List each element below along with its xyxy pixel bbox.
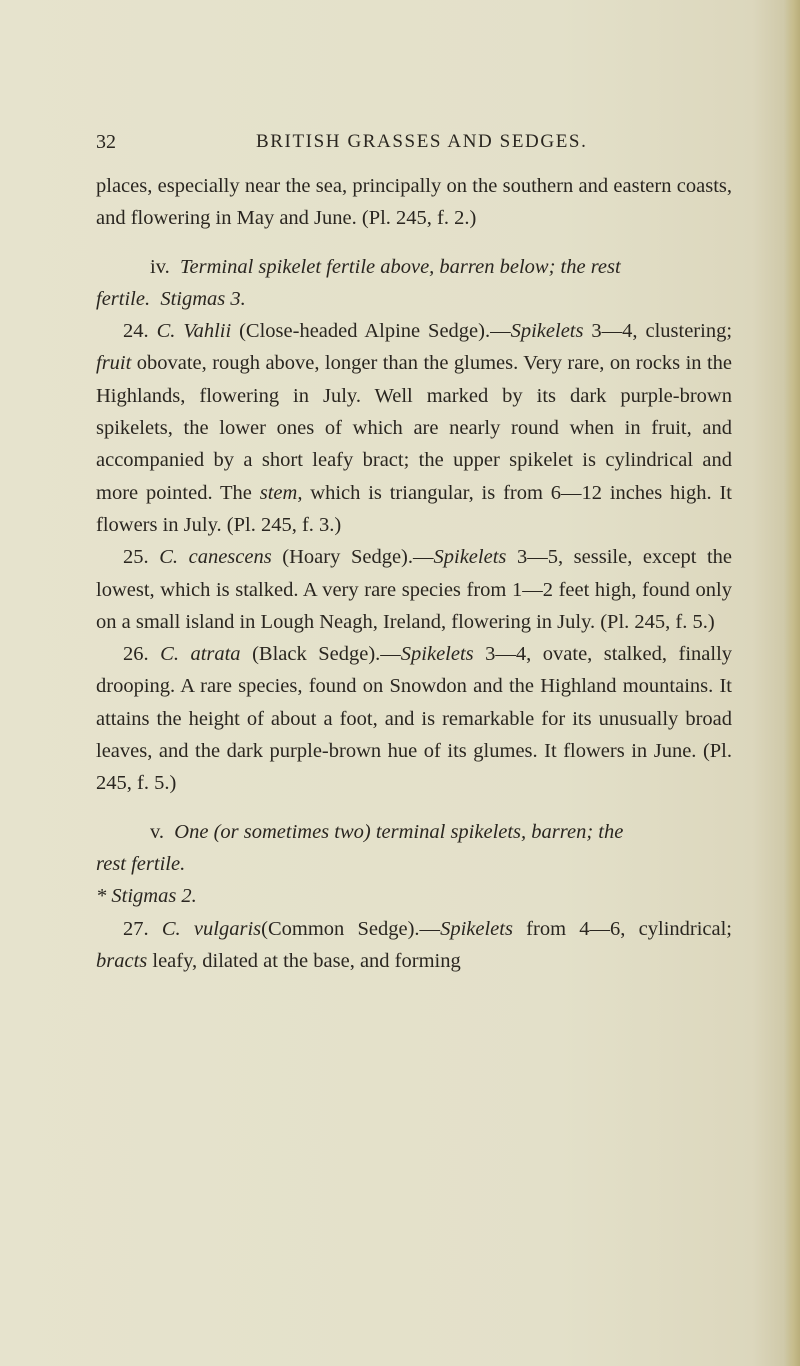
section-heading-iv: iv. Terminal spikelet fertile above, barren below; the rest [150,255,621,278]
page-edge [784,0,800,1366]
body-text [96,170,732,977]
section-heading-v: v. One (or sometimes two) terminal spikelets, barren; the [150,820,624,843]
entry-24: 24. C. Vahlii (Close-headed Alpine Sedge).—Spikelets 3—4, clustering; fruit obovate, rough above, longer than the glumes. Very rare, on rocks in the Highlands, flowering in July. Well marked by its dark purple-brown spikelets, the lower ones of which are nearly round when in fruit, and accompanied by a short leafy bract; the upper spikelet is cylindrical and more pointed. The stem, which is triangular, is from 6—12 inches high. It flowers in July. (Pl. 245, f. 3.) [96,320,733,536]
section-heading-v-line2: rest fertile. [96,852,186,875]
entry-26: 26. C. atrata (Black Sedge).—Spikelets 3—4, ovate, stalked, finally drooping. A rare species, found on Snowdon and the Highland mountains. It attains the height of about a foot, and is remarkable for its unusually broad leaves, and the dark purple-brown hue of its glumes. It flowers in June. (Pl. 245, f. 5.) [96,643,733,795]
entry-27: 27. C. vulgaris(Common Sedge).—Spikelets from 4—6, cylindrical; bracts leafy, dilated at the base, and forming [96,917,732,972]
section-heading-iv-line2: fertile. Stigmas 3. [96,287,246,310]
stigmas-subheading: * Stigmas 2. [96,885,197,908]
entry-25: 25. C. canescens (Hoary Sedge).—Spikelets 3—5, sessile, except the lowest, which is stalked. A very rare species from 1—2 feet high, found only on a small island in Lough Neagh, Ireland, flowering in July. (Pl. 245, f. 5.) [96,546,733,633]
running-title: BRITISH GRASSES AND SEDGES. [256,131,588,152]
page-header [0,131,800,157]
page-number: 32 [96,131,116,153]
paragraph-continued: places, especially near the sea, principally on the southern and eastern coasts, and flowering in May and June. (Pl. 245, f. 2.) [96,175,732,230]
